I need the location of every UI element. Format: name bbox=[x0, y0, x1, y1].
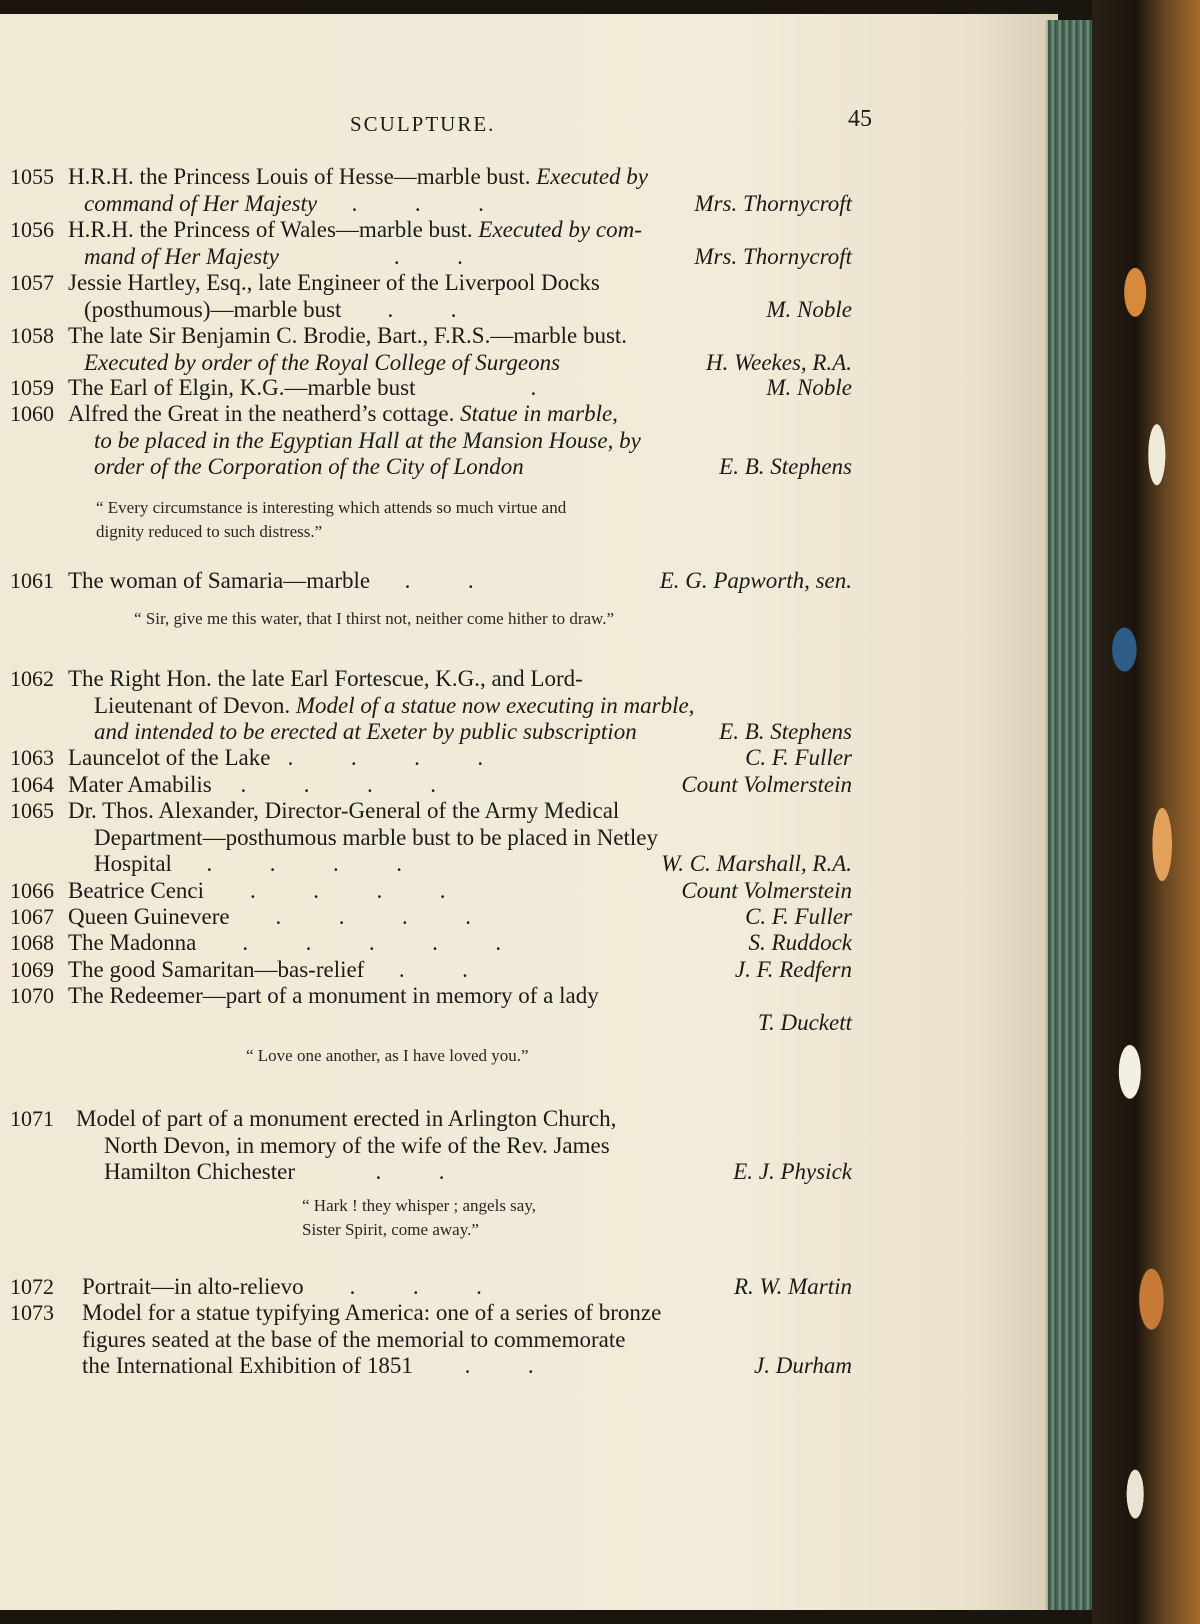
entry-number: 1057 bbox=[10, 270, 54, 295]
entry-number: 1070 bbox=[10, 983, 54, 1008]
artist-name: J. F. Redfern bbox=[734, 957, 852, 982]
entry-line bbox=[0, 426, 852, 456]
page-number: 45 bbox=[848, 106, 872, 132]
roman-text: Hamilton Chichester . . bbox=[104, 1159, 445, 1184]
roman-text: . . . bbox=[317, 190, 484, 216]
entry-line bbox=[0, 215, 852, 245]
artist-name: T. Duckett bbox=[757, 1009, 852, 1035]
entry-text bbox=[82, 1325, 626, 1355]
italic-text: to be placed in the Egyptian Hall at the Mansion House, by bbox=[94, 427, 641, 453]
artist-name: C. F. Fuller bbox=[745, 745, 852, 770]
entry-line bbox=[0, 691, 852, 721]
entry-line bbox=[0, 928, 852, 958]
entry-number: 1064 bbox=[10, 772, 54, 797]
roman-text: H.R.H. the Princess Louis of Hesse—marble bust. bbox=[68, 164, 537, 189]
artist-name: C. F. Fuller bbox=[745, 904, 852, 929]
entry-number: 1072 bbox=[10, 1274, 54, 1299]
roman-text: Alfred the Great in the neatherd’s cottage. bbox=[68, 401, 461, 426]
marbled-cover bbox=[1092, 0, 1200, 1624]
entry-line bbox=[0, 1298, 852, 1328]
entry-line bbox=[0, 399, 852, 429]
entry-line bbox=[0, 1104, 852, 1134]
roman-text: Lieutenant of Devon. bbox=[94, 692, 296, 718]
artist-name: M. Noble bbox=[766, 296, 852, 322]
artist-name: W. C. Marshall, R.A. bbox=[661, 851, 852, 876]
artist-name: M. Noble bbox=[766, 375, 852, 400]
italic-text: and intended to be erected at Exeter by public subscription bbox=[94, 719, 637, 744]
quote-line: dignity reduced to such distress.” bbox=[96, 522, 323, 541]
entry-line bbox=[0, 823, 852, 853]
entry-line bbox=[0, 796, 852, 826]
artist-name: Mrs. Thornycroft bbox=[694, 190, 852, 216]
entry-line bbox=[0, 849, 852, 879]
entry-number: 1060 bbox=[10, 401, 54, 426]
entry-text bbox=[68, 566, 474, 596]
entry-line bbox=[0, 162, 852, 192]
roman-text: . . bbox=[278, 243, 463, 269]
roman-text: (posthumous)—marble bust . . bbox=[84, 296, 457, 322]
italic-text: order of the Corporation of the City of London bbox=[94, 454, 524, 479]
entry-text bbox=[82, 1298, 661, 1328]
entry-line bbox=[0, 743, 852, 773]
entry-line bbox=[0, 321, 852, 351]
roman-text: Beatrice Cenci . . . . bbox=[68, 878, 446, 903]
italic-text: Model of a statue now executing in marble, bbox=[295, 692, 695, 718]
entry-line bbox=[0, 268, 852, 298]
artist-name: J. Durham bbox=[754, 1353, 852, 1378]
entry-text bbox=[68, 743, 483, 773]
entry-number: 1066 bbox=[10, 878, 54, 903]
roman-text: Jessie Hartley, Esq., late Engineer of the Liverpool Docks bbox=[68, 270, 600, 295]
entry-text bbox=[68, 321, 627, 351]
artist-name: S. Ruddock bbox=[748, 930, 852, 955]
italic-text: Statue in marble, bbox=[460, 401, 618, 426]
roman-text: Mater Amabilis . . . . bbox=[68, 772, 436, 797]
roman-text: figures seated at the base of the memorial to commemorate bbox=[82, 1326, 626, 1352]
book-page bbox=[0, 14, 1058, 1610]
roman-text: The late Sir Benjamin C. Brodie, Bart., F.R.S.—marble bust. bbox=[68, 323, 628, 348]
entry-line bbox=[0, 1351, 852, 1381]
roman-text: The good Samaritan—bas-relief . . bbox=[68, 957, 468, 982]
entry-number: 1068 bbox=[10, 930, 54, 955]
entry-line bbox=[0, 981, 852, 1011]
roman-text: Hospital . . . . bbox=[94, 851, 402, 876]
italic-text: mand of Her Majesty bbox=[84, 243, 279, 269]
entry-line bbox=[0, 295, 852, 325]
entry-line bbox=[0, 1325, 852, 1355]
entry-text bbox=[68, 981, 599, 1011]
roman-text: H.R.H. the Princess of Wales—marble bust. bbox=[68, 217, 479, 242]
entry-number: 1071 bbox=[10, 1106, 54, 1131]
italic-text: Executed by bbox=[536, 164, 648, 189]
entry-text bbox=[104, 1131, 610, 1161]
artist-name: E. J. Physick bbox=[733, 1159, 852, 1184]
entry-line bbox=[0, 452, 852, 482]
entry-line bbox=[0, 242, 852, 272]
roman-text: Dr. Thos. Alexander, Director-General of the Army Medical bbox=[68, 798, 620, 823]
entry-text bbox=[68, 215, 642, 245]
epigraph-quote bbox=[302, 1194, 536, 1242]
entry-line bbox=[0, 189, 852, 219]
entry-text bbox=[94, 823, 658, 853]
entry-number: 1058 bbox=[10, 323, 54, 348]
entry-text bbox=[84, 242, 463, 272]
entry-text bbox=[68, 399, 618, 429]
entry-text bbox=[68, 268, 600, 298]
entry-text bbox=[84, 295, 456, 325]
quote-line: Sister Spirit, come away.” bbox=[302, 1220, 479, 1239]
artist-name: E. B. Stephens bbox=[719, 719, 852, 744]
roman-text: North Devon, in memory of the wife of the Rev. James bbox=[104, 1132, 610, 1158]
entry-number: 1063 bbox=[10, 745, 54, 770]
quote-line: “ Sir, give me this water, that I thirst not, neither come hither to draw.” bbox=[134, 609, 615, 628]
quote-line: “ Every circumstance is interesting which attends so much virtue and bbox=[96, 498, 567, 517]
italic-text: command of Her Majesty bbox=[84, 190, 318, 216]
page-header bbox=[0, 106, 1000, 152]
entry-text bbox=[68, 664, 583, 694]
entry-number: 1062 bbox=[10, 666, 54, 691]
epigraph-quote bbox=[246, 1044, 529, 1068]
roman-text: The woman of Samaria—marble . . bbox=[68, 568, 474, 593]
roman-text: Queen Guinevere . . . . bbox=[68, 904, 472, 929]
entry-number: 1059 bbox=[10, 375, 54, 400]
epigraph-quote bbox=[134, 607, 614, 631]
roman-text: The Madonna . . . . . bbox=[68, 930, 502, 955]
entry-text bbox=[94, 452, 524, 482]
entry-number: 1067 bbox=[10, 904, 54, 929]
entry-text bbox=[84, 189, 484, 219]
entry-number: 1069 bbox=[10, 957, 54, 982]
entry-number: 1056 bbox=[10, 217, 54, 242]
entry-line bbox=[0, 664, 852, 694]
entry-line bbox=[0, 1008, 852, 1038]
entry-number: 1055 bbox=[10, 164, 54, 189]
roman-text: Portrait—in alto-relievo . . . bbox=[82, 1274, 482, 1299]
entry-text bbox=[68, 928, 501, 958]
italic-text: Executed by order of the Royal College of Surgeons bbox=[84, 349, 561, 375]
artist-name: Count Volmerstein bbox=[681, 878, 852, 903]
entry-text bbox=[104, 1157, 445, 1187]
roman-text: Model of part of a monument erected in Arlington Church, bbox=[76, 1106, 617, 1131]
entry-text bbox=[68, 162, 648, 192]
entry-text bbox=[94, 691, 694, 721]
entry-text bbox=[94, 426, 641, 456]
entry-line bbox=[0, 566, 852, 596]
quote-line: “ Hark ! they whisper ; angels say, bbox=[302, 1196, 536, 1215]
epigraph-quote bbox=[96, 496, 566, 544]
entry-number: 1073 bbox=[10, 1300, 54, 1325]
entry-text bbox=[94, 849, 402, 879]
artist-name: E. B. Stephens bbox=[719, 454, 852, 479]
roman-text: The Earl of Elgin, K.G.—marble bust . bbox=[68, 375, 537, 400]
artist-name: E. G. Papworth, sen. bbox=[659, 568, 852, 593]
artist-name: Mrs. Thornycroft bbox=[694, 243, 852, 269]
entry-line bbox=[0, 1131, 852, 1161]
page-edges bbox=[1046, 20, 1094, 1610]
entry-number: 1065 bbox=[10, 798, 54, 823]
roman-text: the International Exhibition of 1851 . . bbox=[82, 1353, 534, 1378]
entry-text bbox=[82, 1351, 534, 1381]
artist-name: H. Weekes, R.A. bbox=[705, 349, 852, 375]
roman-text: Department—posthumous marble bust to be placed in Netley bbox=[94, 824, 659, 850]
entry-text bbox=[68, 796, 619, 826]
artist-name: Count Volmerstein bbox=[681, 772, 852, 797]
italic-text: Executed by com- bbox=[478, 217, 642, 242]
entry-text bbox=[76, 1104, 616, 1134]
roman-text: Launcelot of the Lake . . . . bbox=[68, 745, 484, 770]
entry-line bbox=[0, 1157, 852, 1187]
entry-number: 1061 bbox=[10, 568, 54, 593]
artist-name: R. W. Martin bbox=[734, 1274, 852, 1299]
quote-line: “ Love one another, as I have loved you.” bbox=[246, 1046, 529, 1065]
section-title: SCULPTURE. bbox=[350, 112, 496, 136]
roman-text: The Redeemer—part of a monument in memory of a lady bbox=[68, 983, 599, 1008]
roman-text: Model for a statue typifying America: one of a series of bronze bbox=[82, 1300, 662, 1325]
roman-text: The Right Hon. the late Earl Fortescue, K.G., and Lord- bbox=[68, 666, 583, 691]
